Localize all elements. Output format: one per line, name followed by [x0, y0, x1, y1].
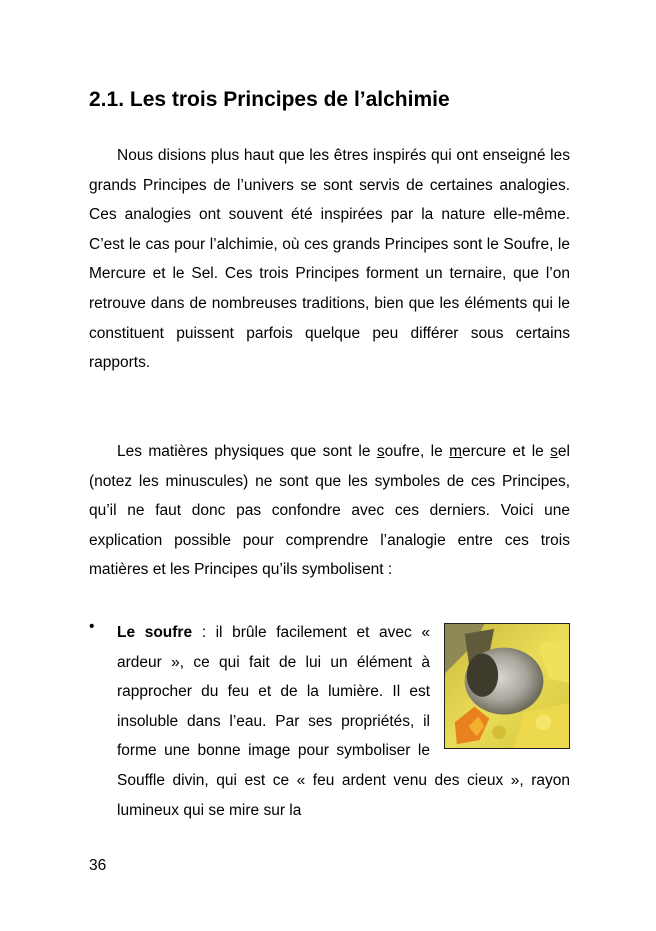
section-title: 2.1. Les trois Principes de l’alchimie: [89, 88, 450, 111]
paragraph-1-text: Nous disions plus haut que les êtres inspirés qui ont enseigné les grands Principes de l’univers se sont servis de certaines analogies. Ces analogies ont souvent été inspirées par la nature elle-même. C’est le cas pour l’alchimie, où ces grands Principes sont le Soufre, le Mercure et le Sel. Ces trois Principes forment un ternaire, que l’on retrouve dans de nombreuses traditions, bien que les éléments qui le constituent puissent parfois quelque peu différer sous certains rapports.: [89, 147, 570, 372]
underlined-letter-s: s: [376, 443, 385, 460]
bullet-term: Le soufre: [117, 624, 193, 641]
paragraph-1: [89, 141, 570, 378]
bullet-body: : il brûle facilement et avec « ardeur », ce qui fait de lui un élément à rapprocher du feu et de la lumière. Il est insoluble dans l’eau. Par ses propriétés, il forme une bonne image pour symboliser le Souffle divin, qui est ce « feu ardent venu des cieux », rayon lumineux qui se mire sur la: [117, 624, 570, 819]
sulfur-photo: [444, 623, 570, 749]
bullet-soufre: [117, 618, 570, 825]
underlined-letter-m: m: [449, 443, 463, 460]
bullet-marker: •: [89, 618, 95, 635]
underlined-letter-s2: s: [550, 443, 558, 460]
page-number: 36: [89, 857, 107, 874]
sulfur-image: [445, 624, 569, 748]
paragraph-2: Les matières physiques que sont le soufre, le mercure et le sel (notez les minuscules) ne sont que les symboles de ces Principes, qu’il ne faut donc pas confondre avec ces derniers. Voici une explication possible pour comprendre l’analogie entre ces trois matières et les Principes qu’ils symbolisent :: [89, 443, 570, 579]
